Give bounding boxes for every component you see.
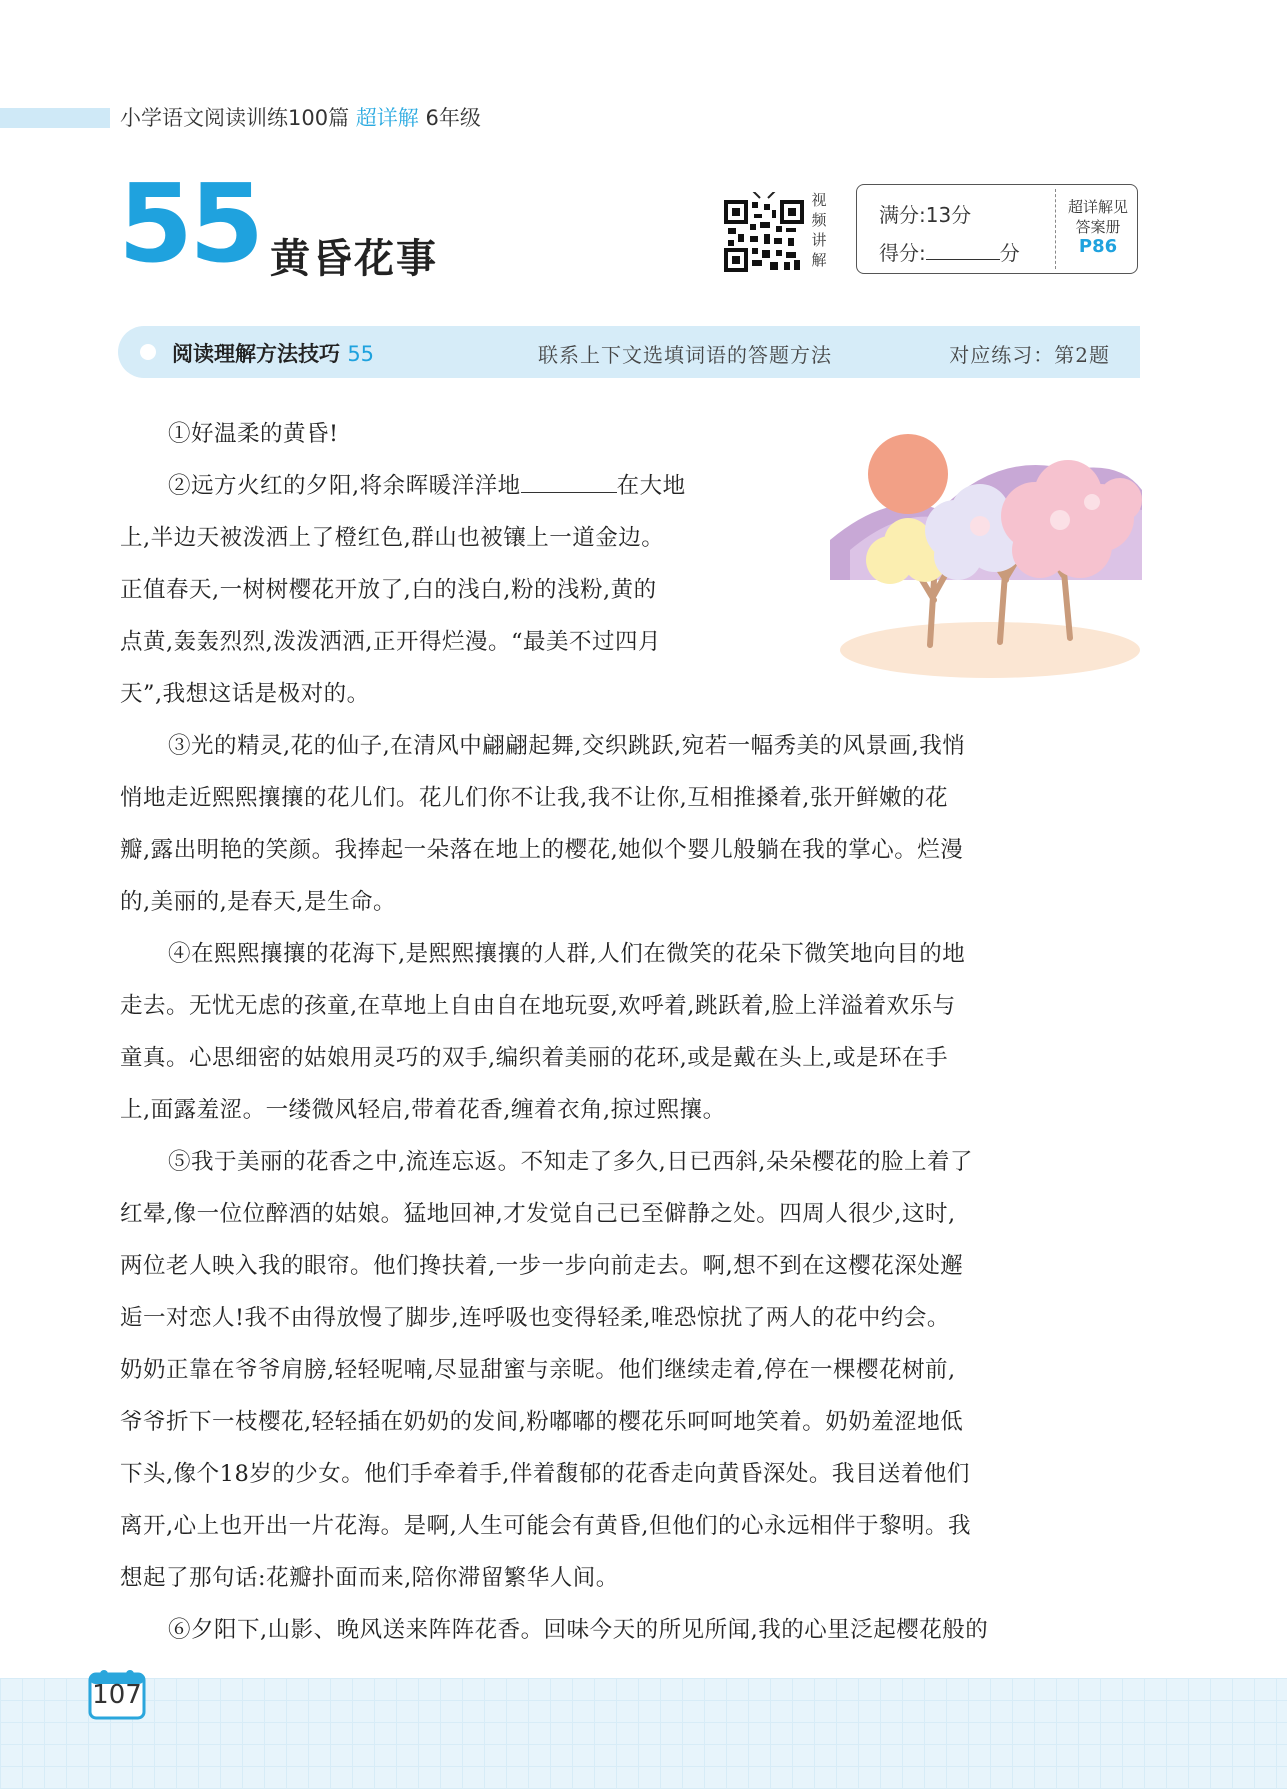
passage-p4-l3: 童真。心思细密的姑娘用灵巧的双手,编织着美丽的花环,或是戴在头上,或是环在手	[120, 1045, 948, 1071]
passage-p6-l1: ⑥夕阳下,山影、晚风送来阵阵花香。回味今天的所见所闻,我的心里泛起樱花般的	[168, 1617, 989, 1643]
lesson-number: 55	[118, 162, 261, 287]
passage-p3-l4: 的,美丽的,是春天,是生命。	[120, 889, 396, 915]
book-highlight: 超详解	[355, 106, 419, 130]
bullet-dot-icon	[140, 344, 156, 360]
answer-ref: 超详解见 答案册 P86	[1059, 197, 1137, 257]
method-number: 55	[347, 342, 375, 366]
lesson-title: 黄昏花事	[270, 236, 438, 282]
passage-p5-l8: 离开,心上也开出一片花海。是啊,人生可能会有黄昏,但他们的心永远相伴于黎明。我	[120, 1513, 971, 1539]
page-number: 107	[92, 1680, 142, 1710]
passage-p2-l3: 正值春天,一树树樱花开放了,白的浅白,粉的浅粉,黄的	[120, 577, 657, 603]
passage-p5-l9: 想起了那句话:花瓣扑面而来,陪你滞留繁华人间。	[120, 1565, 619, 1591]
passage-p5-l5: 奶奶正靠在爷爷肩膀,轻轻呢喃,尽显甜蜜与亲昵。他们继续走着,停在一棵樱花树前,	[120, 1357, 956, 1383]
header-strip	[0, 108, 110, 128]
score-divider	[1055, 189, 1056, 269]
score-box	[856, 184, 1138, 274]
method-title: 阅读理解方法技巧 55	[172, 342, 375, 366]
passage-p5-l6: 爷爷折下一枝樱花,轻轻插在奶奶的发间,粉嘟嘟的樱花乐呵呵地笑着。奶奶羞涩地低	[120, 1409, 964, 1435]
passage-p4-l2: 走去。无忧无虑的孩童,在草地上自由自在地玩耍,欢呼着,跳跃着,脸上洋溢着欢乐与	[120, 993, 956, 1019]
passage-p3-l2: 悄地走近熙熙攘攘的花儿们。花儿们你不让我,我不让你,互相推搡着,张开鲜嫩的花	[120, 785, 948, 811]
qr-code-icon[interactable]	[724, 192, 804, 272]
passage-p5-l2: 红晕,像一位位醉酒的姑娘。猛地回神,才发觉自己已至僻静之处。四周人很少,这时,	[120, 1201, 956, 1227]
passage-p5-l1: ⑤我于美丽的花香之中,流连忘返。不知走了多久,日已西斜,朵朵樱花的脸上着了	[168, 1149, 973, 1175]
passage-p5-l3: 两位老人映入我的眼帘。他们搀扶着,一步一步向前走去。啊,想不到在这樱花深处邂	[120, 1253, 964, 1279]
answer-page-ref: P86	[1078, 236, 1118, 257]
passage-p5-l7: 下头,像个18岁的少女。他们手牵着手,伴着馥郁的花香走向黄昏深处。我目送着他们	[120, 1461, 970, 1487]
passage-p3-l1: ③光的精灵,花的仙子,在清风中翩翩起舞,交织跳跃,宛若一幅秀美的风景画,我悄	[168, 733, 966, 759]
method-subtitle: 联系上下文选填词语的答题方法	[538, 343, 832, 367]
book-header	[120, 102, 481, 132]
cherry-blossom-illustration	[830, 430, 1142, 680]
passage-p2-l4: 点黄,轰轰烈烈,泼泼洒洒,正开得烂漫。“最美不过四月	[120, 629, 661, 655]
full-score: 满分:13分	[879, 203, 972, 227]
passage-p2-l2: 上,半边天被泼洒上了橙红色,群山也被镶上一道金边。	[120, 525, 665, 551]
method-exercise: 对应练习：第2题	[949, 343, 1110, 367]
passage-p5-l4: 逅一对恋人!我不由得放慢了脚步,连呼吸也变得轻柔,唯恐惊扰了两人的花中约会。	[120, 1305, 950, 1331]
passage-p1: ①好温柔的黄昏!	[168, 421, 339, 447]
passage-p4-l1: ④在熙熙攘攘的花海下,是熙熙攘攘的人群,人们在微笑的花朵下微笑地向目的地	[168, 941, 966, 967]
book-grade: 6年级	[425, 106, 481, 130]
score-blank[interactable]	[926, 241, 1000, 260]
book-title: 小学语文阅读训练100篇	[120, 106, 350, 130]
passage-p3-l3: 瓣,露出明艳的笑颜。我捧起一朵落在地上的樱花,她似个婴儿般躺在我的掌心。烂漫	[120, 837, 964, 863]
score-entry: 得分: 分	[879, 241, 1020, 265]
passage-p2-l5: 天”,我想这话是极对的。	[120, 681, 370, 707]
fill-blank[interactable]	[521, 470, 617, 493]
passage-p2-l1: ②远方火红的夕阳,将余晖暖洋洋地 在大地	[120, 460, 686, 512]
qr-label: 视 频 讲 解	[811, 191, 827, 269]
method-bar	[118, 326, 1140, 378]
footer-grid	[0, 1678, 1287, 1789]
passage-p4-l4: 上,面露羞涩。一缕微风轻启,带着花香,缠着衣角,掠过熙攘。	[120, 1097, 726, 1123]
